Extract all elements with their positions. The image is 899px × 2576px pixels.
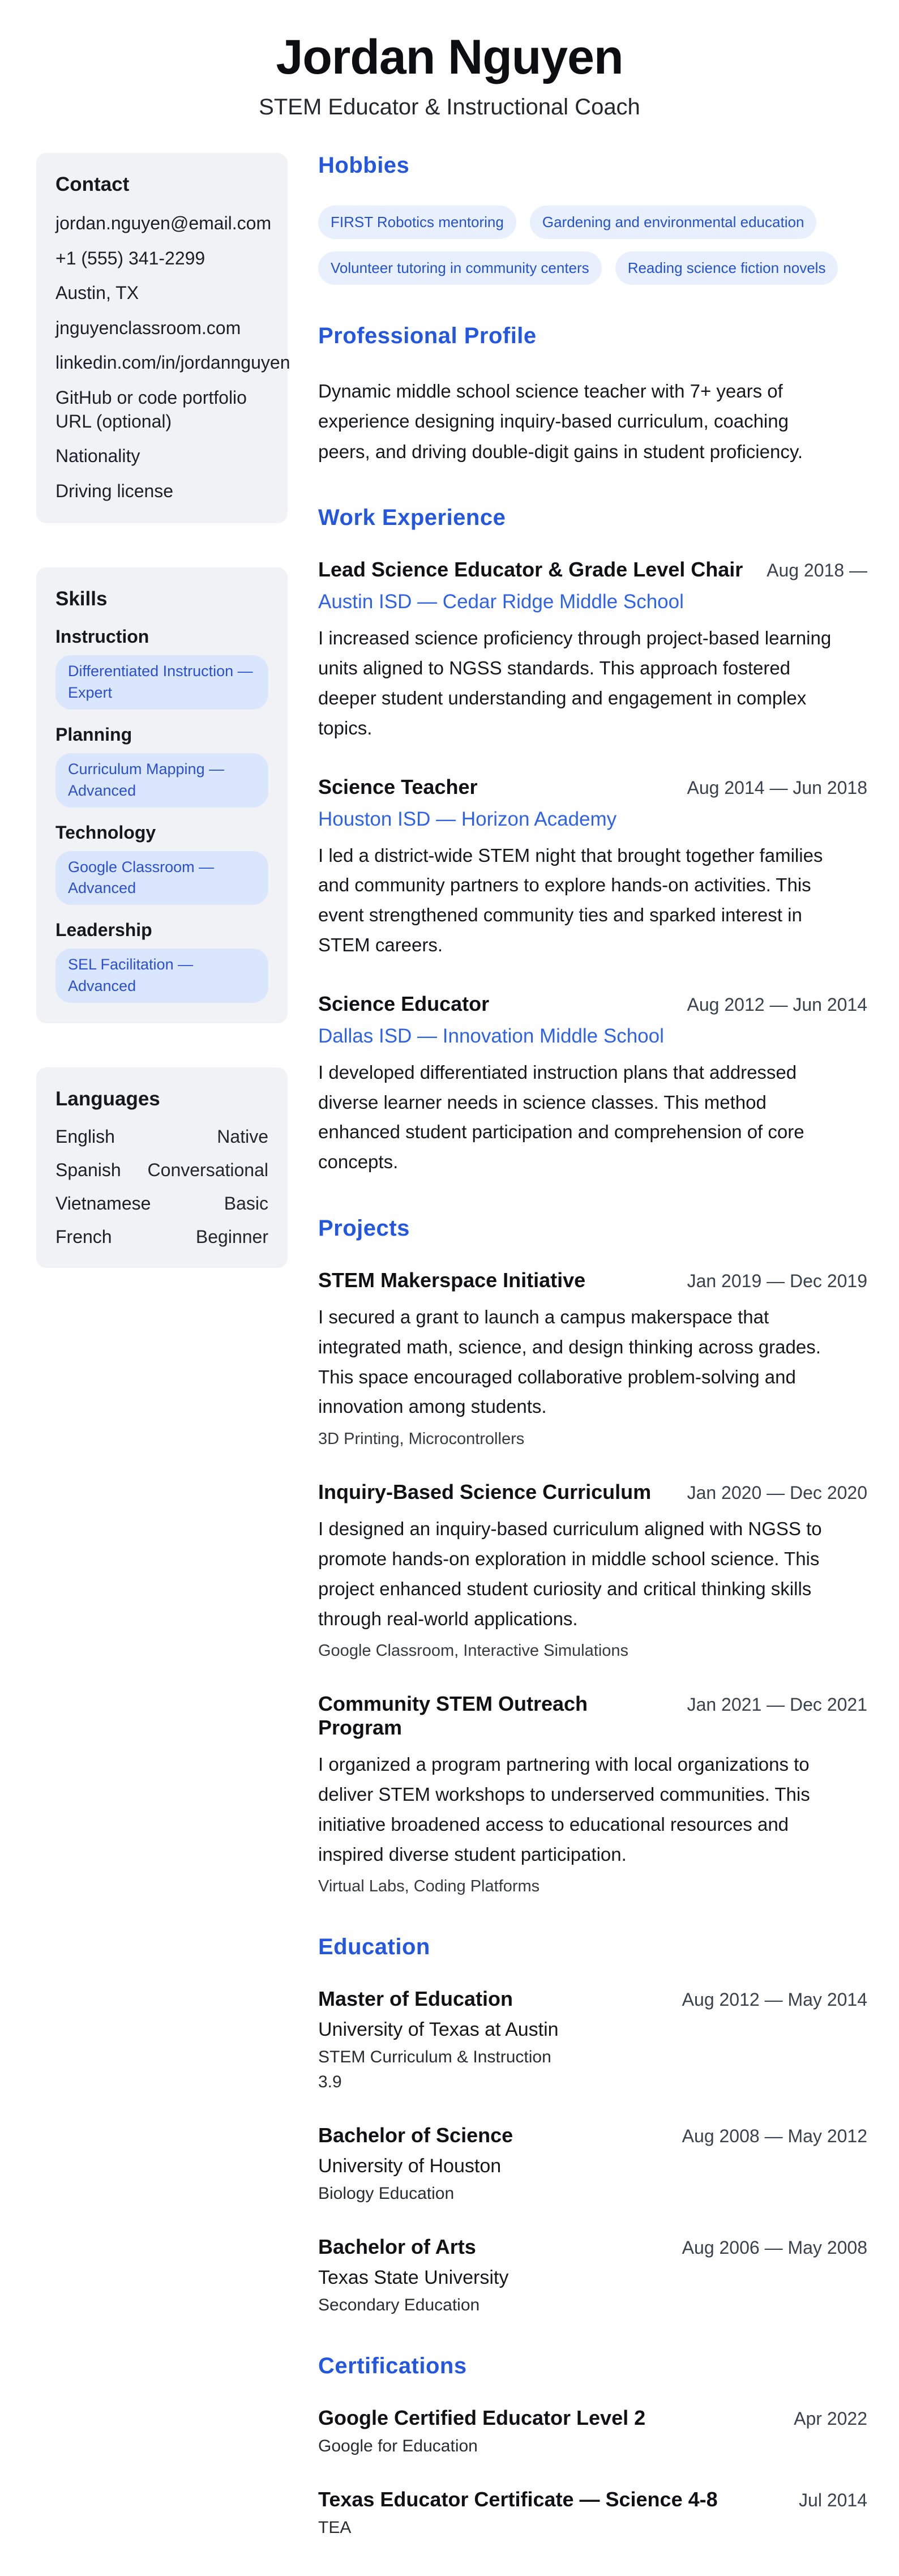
job-dates: Aug 2018 —: [767, 560, 867, 581]
contact-title: Contact: [55, 173, 130, 195]
project-technologies: 3D Printing, Microcontrollers: [318, 1430, 525, 1449]
field-of-study: Secondary Education: [318, 2296, 480, 2315]
languages-title: Languages: [55, 1087, 160, 1110]
profile-text: Dynamic middle school science teacher with 7+ years of experience designing inquiry-based curriculum, coaching peers, and driving double-digit gains in student proficiency.: [318, 381, 803, 462]
project-entry: [318, 1268, 867, 1449]
school-name: University of Houston: [318, 2155, 502, 2177]
language-level: Basic: [224, 1193, 268, 1214]
contact-github-placeholder: GitHub or code portfolio URL (optional): [55, 387, 247, 432]
job-dates: Aug 2012 — Jun 2014: [687, 994, 867, 1015]
main-column: [318, 153, 867, 2576]
languages-card: [36, 1067, 288, 1268]
section-heading: [318, 505, 867, 531]
resume-header: [0, 0, 899, 120]
education-entry: [318, 1987, 867, 2092]
certification-name: Google Certified Educator Level 2: [318, 2406, 646, 2430]
skill-pill: Curriculum Mapping — Advanced: [55, 753, 268, 808]
project-entry-header: [318, 1268, 867, 1292]
school-name: University of Texas at Austin: [318, 2019, 559, 2041]
skill-group: [55, 822, 268, 905]
work-entry: [318, 992, 867, 1177]
degree-title: Bachelor of Arts: [318, 2235, 476, 2259]
work-entry: [318, 775, 867, 960]
job-company-link[interactable]: Austin ISD — Cedar Ridge Middle School: [318, 591, 684, 613]
project-entry: [318, 1480, 867, 1660]
section-education: [318, 1934, 867, 2315]
work-title: Work Experience: [318, 505, 506, 531]
language-level: Beginner: [195, 1226, 268, 1247]
job-dates: Aug 2014 — Jun 2018: [687, 777, 867, 798]
language-name: English: [55, 1126, 115, 1147]
field-of-study: Biology Education: [318, 2184, 455, 2203]
project-title: Inquiry-Based Science Curriculum: [318, 1480, 652, 1504]
certification-issuer: TEA: [318, 2518, 352, 2537]
project-entry-header: [318, 1480, 867, 1504]
hobby-pill: Reading science fiction novels: [615, 251, 838, 285]
skill-pill: Google Classroom — Advanced: [55, 851, 268, 905]
skill-pill: SEL Facilitation — Advanced: [55, 949, 268, 1003]
education-dates: Aug 2008 — May 2012: [682, 2126, 867, 2147]
project-entry: [318, 1692, 867, 1896]
language-row: [55, 1160, 268, 1181]
project-technologies: Google Classroom, Interactive Simulations: [318, 1642, 629, 1660]
job-title: Science Educator: [318, 992, 490, 1015]
skill-group: [55, 920, 268, 1003]
education-title: Education: [318, 1934, 430, 1960]
job-subtitle: STEM Educator & Instructional Coach: [259, 95, 640, 119]
certification-date: Jul 2014: [799, 2490, 867, 2511]
language-row: [55, 1193, 268, 1214]
work-entry-header: [318, 558, 867, 582]
job-description: I increased science proficiency through project-based learning units aligned to NGSS standards. This approach fostered deeper student understanding and engagement in complex topics.: [318, 627, 832, 738]
hobby-pill: Volunteer tutoring in community centers: [318, 251, 602, 285]
language-level: Conversational: [147, 1159, 268, 1180]
education-entry-header: [318, 1987, 867, 2011]
education-entry-header: [318, 2124, 867, 2147]
skill-category: Technology: [55, 822, 156, 843]
education-dates: Aug 2012 — May 2014: [682, 1989, 867, 2010]
section-heading: [318, 2353, 867, 2379]
language-name: Vietnamese: [55, 1193, 151, 1214]
field-of-study: STEM Curriculum & Instruction: [318, 2048, 551, 2067]
section-hobbies: [318, 153, 867, 285]
language-row: [55, 1126, 268, 1147]
profile-title: Professional Profile: [318, 323, 537, 348]
education-entry: [318, 2124, 867, 2203]
skill-group: [55, 724, 268, 808]
section-profile: [318, 323, 867, 467]
skill-group: [55, 626, 268, 710]
hobby-pill: Gardening and environmental education: [530, 206, 817, 239]
degree-title: Master of Education: [318, 1987, 513, 2011]
contact-website: jnguyenclassroom.com: [55, 317, 241, 338]
work-entry-header: [318, 992, 867, 1016]
hobby-pill: FIRST Robotics mentoring: [318, 206, 516, 239]
work-entry: [318, 558, 867, 743]
certifications-title: Certifications: [318, 2353, 467, 2379]
contact-driving-license-placeholder: Driving license: [55, 480, 174, 501]
job-description: I led a district-wide STEM night that brought together families and community partners to explore hands-on activities. This event strengthened community ties and sparked interest in STEM careers.: [318, 844, 823, 955]
job-company-link[interactable]: Houston ISD — Horizon Academy: [318, 808, 617, 830]
hobby-pill-list: [318, 206, 867, 285]
language-level: Native: [217, 1126, 268, 1147]
project-description: I designed an inquiry-based curriculum aligned with NGSS to promote hands-on exploration in middle school science. This project enhanced student curiosity and critical thinking skills through real-world applications.: [318, 1518, 822, 1629]
certification-entry: [318, 2488, 867, 2537]
job-title: Science Teacher: [318, 775, 478, 798]
certification-entry: [318, 2406, 867, 2456]
section-heading: [318, 1934, 867, 1960]
job-title: Lead Science Educator & Grade Level Chair: [318, 558, 743, 582]
section-projects: [318, 1216, 867, 1896]
contact-linkedin: linkedin.com/in/jordannguyen: [55, 352, 290, 373]
contact-nationality-placeholder: Nationality: [55, 446, 140, 467]
language-row: [55, 1227, 268, 1248]
page-title: Jordan Nguyen: [276, 30, 623, 84]
skills-title: Skills: [55, 588, 108, 610]
sidebar: [36, 153, 288, 1312]
project-title: Community STEM Outreach Program: [318, 1692, 588, 1740]
section-heading: [318, 323, 867, 349]
section-certifications: [318, 2353, 867, 2537]
certification-date: Apr 2022: [794, 2408, 867, 2429]
project-description: I organized a program partnering with local organizations to deliver STEM workshops to underserved communities. This initiative broadened access to educational resources and inspired diverse student participation.: [318, 1754, 810, 1865]
project-dates: Jan 2019 — Dec 2019: [687, 1270, 867, 1291]
skill-pill: Differentiated Instruction — Expert: [55, 655, 268, 710]
section-heading: [318, 153, 867, 178]
contact-phone: +1 (555) 341-2299: [55, 247, 206, 268]
skills-card: [36, 567, 288, 1023]
work-entry-header: [318, 775, 867, 799]
certification-name: Texas Educator Certificate — Science 4-8: [318, 2488, 718, 2511]
project-entry-header: [318, 1692, 867, 1740]
projects-title: Projects: [318, 1215, 410, 1241]
project-technologies: Virtual Labs, Coding Platforms: [318, 1877, 540, 1896]
job-company-link[interactable]: Dallas ISD — Innovation Middle School: [318, 1024, 664, 1047]
certification-entry-header: [318, 2406, 867, 2430]
project-title: STEM Makerspace Initiative: [318, 1268, 586, 1292]
skill-category: Leadership: [55, 920, 152, 941]
education-entry: [318, 2235, 867, 2315]
education-dates: Aug 2006 — May 2008: [682, 2237, 867, 2258]
language-name: French: [55, 1226, 112, 1247]
gpa-value: 3.9: [318, 2073, 342, 2092]
skill-category: Planning: [55, 724, 132, 745]
education-entry-header: [318, 2235, 867, 2259]
certification-issuer: Google for Education: [318, 2437, 478, 2456]
section-heading: [318, 1216, 867, 1241]
hobbies-title: Hobbies: [318, 153, 410, 178]
skill-category: Instruction: [55, 626, 149, 647]
project-description: I secured a grant to launch a campus makerspace that integrated math, science, and design thinking across grades. This space encouraged collaborative problem-solving and innovation among students.: [318, 1306, 821, 1417]
job-description: I developed differentiated instruction plans that addressed diverse learner needs in science classes. This method enhanced student participation and comprehension of core concepts.: [318, 1061, 804, 1173]
language-name: Spanish: [55, 1159, 121, 1180]
degree-title: Bachelor of Science: [318, 2124, 513, 2147]
contact-email: jordan.nguyen@email.com: [55, 213, 272, 233]
project-dates: Jan 2020 — Dec 2020: [687, 1483, 867, 1503]
school-name: Texas State University: [318, 2267, 509, 2289]
certification-entry-header: [318, 2488, 867, 2511]
project-dates: Jan 2021 — Dec 2021: [687, 1694, 867, 1715]
contact-location: Austin, TX: [55, 283, 139, 304]
resume-body: [0, 153, 899, 2576]
section-work-experience: [318, 505, 867, 1177]
contact-card: [36, 153, 288, 523]
